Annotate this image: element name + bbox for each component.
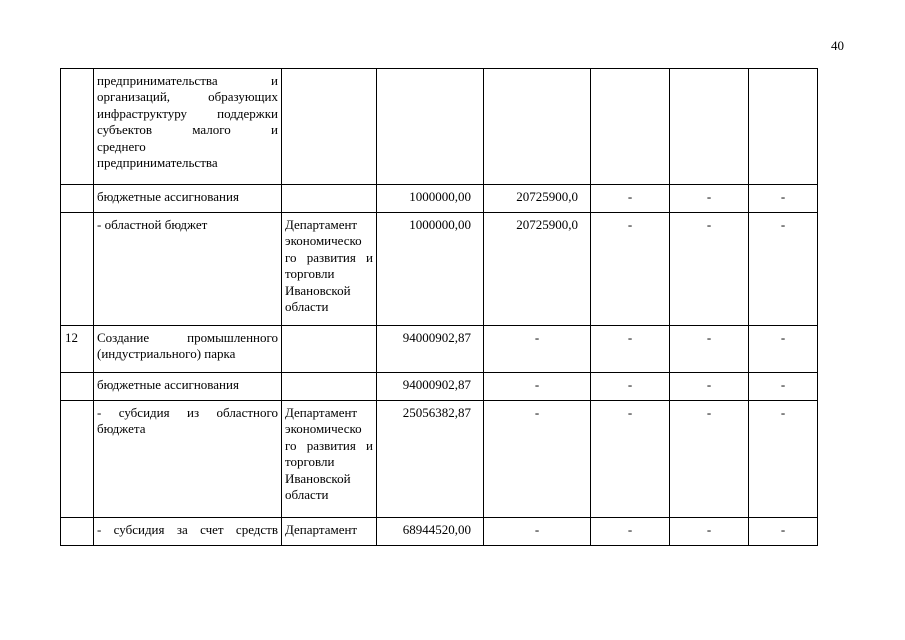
value-cell: - — [670, 326, 749, 373]
value-cell: - — [484, 326, 591, 373]
responsible-line: Департамент — [285, 522, 358, 537]
value-cell: - — [749, 518, 818, 546]
name-cell — [94, 69, 282, 185]
responsible-line: го развития и — [285, 437, 373, 453]
row-number-cell — [61, 213, 94, 326]
name-line: Создание промышленного — [97, 330, 278, 345]
value-cell: - — [670, 185, 749, 213]
name-cell — [94, 213, 282, 326]
value-cell: - — [670, 213, 749, 326]
name-line: бюджета — [97, 421, 146, 437]
row-number-cell — [61, 518, 94, 546]
responsible-cell — [282, 401, 377, 518]
name-line: среднего — [97, 138, 146, 154]
responsible-line: Ивановской — [285, 470, 351, 486]
name-cell — [94, 373, 282, 401]
value-cell: 1000000,00 — [377, 213, 484, 326]
responsible-line: экономическо — [285, 421, 362, 437]
table-row — [61, 69, 818, 185]
value-cell: - — [591, 326, 670, 373]
value-cell — [749, 69, 818, 185]
name-line: предпринимательства — [97, 155, 218, 171]
name-cell — [94, 518, 282, 546]
value-cell — [591, 69, 670, 185]
value-cell — [670, 69, 749, 185]
value-cell: - — [591, 373, 670, 401]
value-cell: 25056382,87 — [377, 401, 484, 518]
name-line: - областной бюджет — [97, 217, 208, 232]
value-cell: 94000902,87 — [377, 326, 484, 373]
name-cell — [94, 185, 282, 213]
responsible-line: экономическо — [285, 233, 362, 249]
value-cell: - — [591, 518, 670, 546]
table-row — [61, 518, 818, 546]
responsible-line: го развития и — [285, 249, 373, 265]
responsible-line: Департамент — [285, 217, 358, 232]
row-number-cell — [61, 69, 94, 185]
table-row — [61, 373, 818, 401]
value-cell: - — [591, 185, 670, 213]
value-cell — [377, 69, 484, 185]
page-number: 40 — [831, 38, 844, 53]
value-cell: 1000000,00 — [377, 185, 484, 213]
name-line: организаций, образующих — [97, 89, 278, 105]
name-line: бюджетные ассигнования — [97, 189, 239, 204]
value-cell: - — [670, 518, 749, 546]
value-cell: - — [591, 401, 670, 518]
responsible-cell — [282, 518, 377, 546]
responsible-line: торговли — [285, 266, 335, 282]
name-line: инфраструктуру поддержки — [97, 105, 278, 121]
responsible-line: области — [285, 487, 329, 503]
value-cell: 94000902,87 — [377, 373, 484, 401]
name-line: - субсидия из областного — [97, 405, 278, 420]
responsible-cell — [282, 185, 377, 213]
value-cell: - — [749, 185, 818, 213]
name-cell — [94, 326, 282, 373]
value-cell: 20725900,0 — [484, 213, 591, 326]
value-cell: - — [591, 213, 670, 326]
value-cell: - — [484, 518, 591, 546]
responsible-line: области — [285, 299, 329, 315]
table-row — [61, 401, 818, 518]
name-line: - субсидия за счет средств — [97, 522, 278, 537]
table-row — [61, 326, 818, 373]
name-cell — [94, 401, 282, 518]
responsible-line: Департамент — [285, 405, 358, 420]
responsible-cell — [282, 326, 377, 373]
responsible-line: торговли — [285, 454, 335, 470]
value-cell: - — [484, 373, 591, 401]
table-row — [61, 213, 818, 326]
value-cell: - — [749, 326, 818, 373]
name-line: (индустриального) парка — [97, 346, 236, 362]
value-cell: 20725900,0 — [484, 185, 591, 213]
row-number-cell: 12 — [61, 326, 94, 373]
row-number-cell — [61, 185, 94, 213]
value-cell: - — [670, 373, 749, 401]
name-line: субъектов малого и — [97, 122, 278, 138]
responsible-cell — [282, 373, 377, 401]
value-cell: - — [749, 401, 818, 518]
value-cell: - — [749, 373, 818, 401]
row-number-cell — [61, 373, 94, 401]
budget-table — [60, 68, 818, 546]
responsible-cell — [282, 69, 377, 185]
name-line: бюджетные ассигнования — [97, 377, 239, 392]
responsible-cell — [282, 213, 377, 326]
value-cell: - — [670, 401, 749, 518]
value-cell: - — [484, 401, 591, 518]
name-line: предпринимательства и — [97, 73, 278, 88]
value-cell: - — [749, 213, 818, 326]
value-cell: 68944520,00 — [377, 518, 484, 546]
value-cell — [484, 69, 591, 185]
responsible-line: Ивановской — [285, 282, 351, 298]
row-number-cell — [61, 401, 94, 518]
table-row — [61, 185, 818, 213]
